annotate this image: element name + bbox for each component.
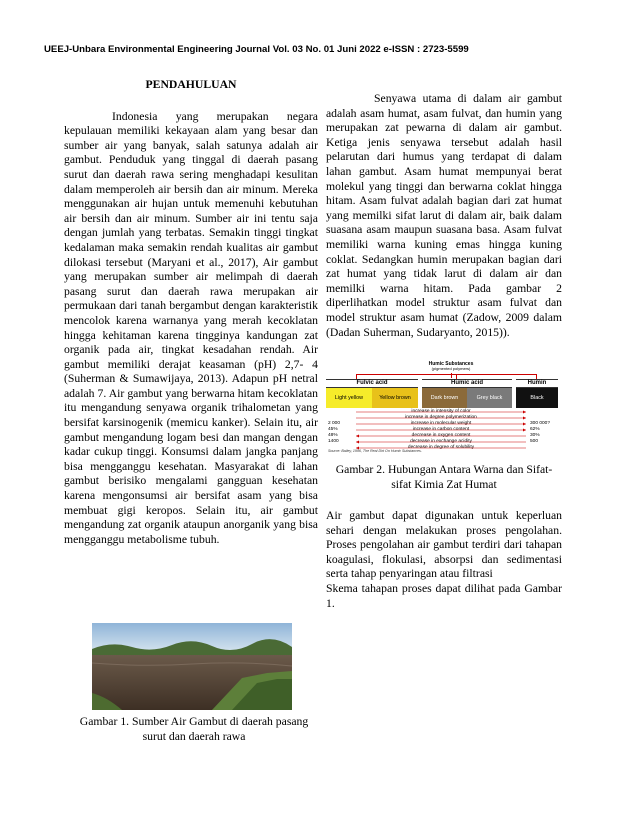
- color-cell: Grey black: [467, 388, 512, 408]
- figure-2-caption: [326, 463, 562, 492]
- diagram-title: Humic Substances: [428, 361, 474, 367]
- diagram-subtitle: (pigmented polymers): [431, 366, 471, 371]
- figure-2-diagram: [326, 361, 558, 456]
- tier-fulvic-acid: Fulvic acid: [326, 379, 418, 388]
- color-cell: Light yellow: [326, 388, 372, 408]
- property-row: 45% increase in carbon content 62%: [328, 427, 540, 432]
- right-column-lower: [326, 509, 562, 611]
- figure-2-caption-text: Gambar 2. Hubungan Antara Warna dan Sifat-sifat Kimia Zat Humat: [335, 463, 553, 491]
- property-row: decrease in degree of solubility: [407, 445, 475, 450]
- treatment-paragraph: Air gambut dapat digunakan untuk keperluan sehari dengan melakukan proses pengolahan. Proses pengolahan air gambut terdiri dari tahapan koagulasi, flokulasi, absorpsi dan sedimentasi serta tahap penyaringan atau filtrasi: [326, 509, 562, 581]
- property-row: 48% decrease in oxygen content 30%: [328, 433, 540, 438]
- tier-humin: Humin: [516, 379, 558, 388]
- compounds-paragraph: Senyawa utama di dalam air gambut adalah asam humat, asam fulvat, dan humin yang merupakan zat pewarna di dalam air gambut. Ketiga jenis senyawa tersebut adalah hasil pelarutan dari humus yang terdapat di dalam lahan gambut. Asam humat mempunyai berat molekul yang tinggi dan berwarna coklat hingga hitam. Asam fulvat adalah bagian dari zat humat yang memilki sifat larut di dalam air, baik dalam suasana asam maupun suasana basa. Asam fulvat memiliki warna kuning emas hingga kuning coklat. Sedangkan humin merupakan bagian dari zat humat yang tidak larut di dalam air dan memilki warna hitam. Pada gambar 2 diperlihatkan model struktur asam fulvat dan model struktur asam humat (Zadow, 2009 dalam (Dadan Suherman, Sudaryanto, 2015)).: [326, 92, 562, 339]
- figure-1-caption-text: Gambar 1. Sumber Air Gambut di daerah pasang surut dan daerah rawa: [79, 715, 309, 743]
- intro-paragraph: Indonesia yang merupakan negara kepulauan memiliki kekayaan alam yang besar dan sumber air yang banyak, salah satunya adalah air gambut. Penduduk yang tinggal di daerah pasang surut dan daerah rawa sering menghadapi kesulitan dalam memperoleh air bersih dan air minum. Mereka menggunakan air hujan untuk memenuhi kebutuhan air bersih dan air minum. Sumber air ini tentu saja dengan jumlah yang terbatas. Semakin tinggi tingkat kedalaman maka semakin rendah kualitas air gambut dilokasi tersebut (Maryani et al., 2017), Air gambut yang merupakan sumber air melimpah di daerah pasang surut dan daerah rawa merupakan air permukaan dari tanah bergambut dengan karakteristik mencolok karena warnanya yang merah kecoklatan hingga kehitaman karena tingginya kandungan zat organik pada air, tingkat kesadahan rendah. Air gambut memiliki derajat keasaman (pH) 2,7- 4 (Suherman & Sumawijaya, 2013). Adapun pH netral adalah 7. Air gambut yang berwarna hitam kecoklatan itu mengandung senyawa organik trihalometan yang bersifat karsinogenik (memicu kanker). Selain itu, air gambut mengandung logam besi dan mangan dengan kadar cukup tinggi. Konsumsi dalam jangka panjang bisa mengganggu kesehatan. Masyarakat di lahan gambut berisiko mengalami gangguan kesehatan karena mengonsumsi air bersifat asam yang bisa membuat gigi keropos. Selain itu, air gambut mengandung zat organik ataupun anorganik yang bisa mengganggu metabolisme tubuh.: [64, 109, 318, 546]
- property-row: increase in intensity of color: [411, 409, 471, 414]
- color-cell: Yellow brown: [372, 388, 418, 408]
- right-column: [326, 92, 562, 340]
- color-cell: Dark brown: [422, 388, 467, 408]
- tier-humic-acid: Humic acid: [422, 379, 512, 388]
- running-header: UEEJ-Unbara Environmental Engineering Journal Vol. 03 No. 01 Juni 2022 e-ISSN : 2723-5599: [44, 44, 469, 55]
- color-cell: Black: [516, 388, 558, 408]
- scheme-paragraph: Skema tahapan proses dapat dilihat pada Gambar 1.: [326, 581, 562, 610]
- property-row: increase in degree polymerization: [405, 415, 477, 420]
- figure-1-photo: [92, 623, 292, 710]
- property-row: 1400 decrease in exchange acidity 500: [328, 439, 539, 444]
- left-column: [64, 78, 318, 547]
- diagram-source: Source: Bailey, 1996, The Real Dirt On Humic Substances.: [328, 449, 422, 453]
- section-title: PENDAHULUAN: [145, 78, 237, 91]
- property-row: 2 000 increase in molecular weight 300 000?: [328, 421, 551, 426]
- peat-swamp-photo: [92, 623, 292, 710]
- connector-line: [356, 374, 536, 375]
- figure-1-caption: [72, 715, 316, 744]
